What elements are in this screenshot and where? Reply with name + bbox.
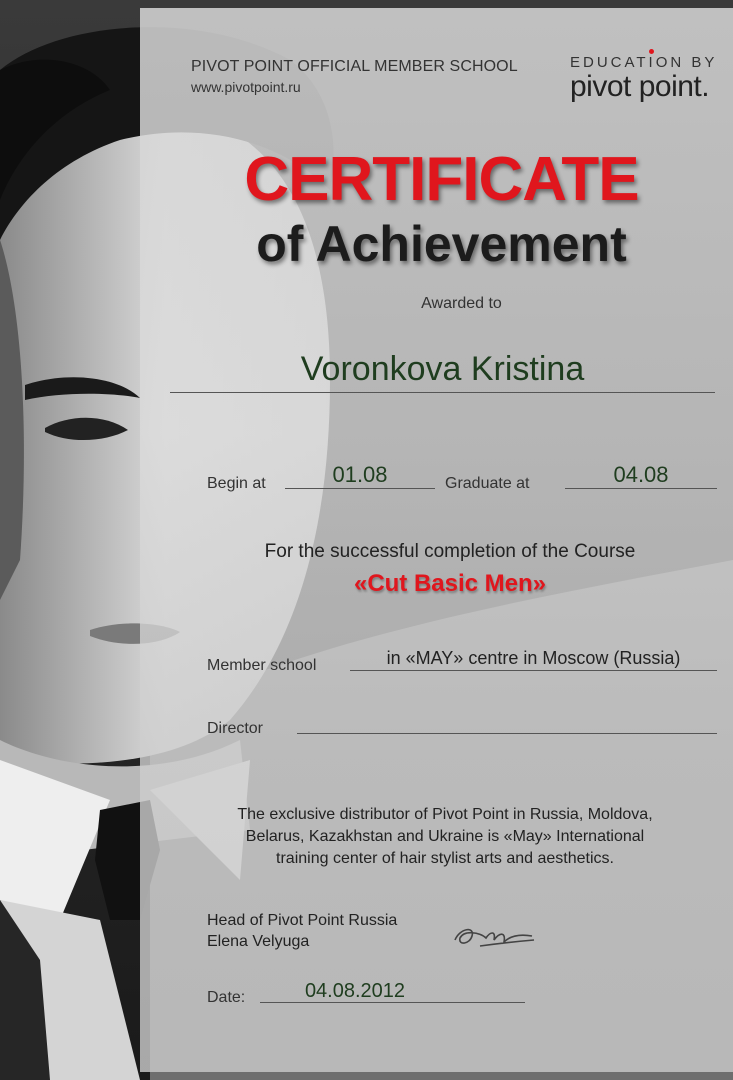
date-line: [260, 1002, 525, 1003]
recipient-name: Voronkova Kristina: [300, 350, 585, 388]
member-school-label: Member school: [207, 657, 317, 674]
school-url: www.pivotpoint.ru: [191, 79, 301, 95]
recipient-line: [170, 392, 715, 393]
certificate-title: CERTIFICATE: [244, 145, 639, 214]
director-line: [297, 733, 717, 734]
awarded-to-label: Awarded to: [421, 295, 502, 312]
education-by-label: EDUCATION BY: [570, 54, 718, 71]
head-title: Head of Pivot Point Russia: [207, 912, 398, 929]
course-name: «Cut Basic Men»: [353, 570, 547, 597]
director-label: Director: [207, 720, 264, 737]
member-school-heading: PIVOT POINT OFFICIAL MEMBER SCHOOL: [191, 58, 518, 75]
brand-logo-text: pivot point.: [570, 70, 710, 103]
handwritten-signature-icon: [450, 918, 540, 958]
brand-red-dot-icon: [649, 49, 654, 54]
distributor-line-3: training center of hair stylist arts and aesthetics.: [276, 850, 614, 867]
begin-label: Begin at: [207, 475, 266, 492]
date-label: Date:: [207, 989, 246, 1006]
head-signature-block: [207, 910, 397, 952]
distributor-line-1: The exclusive distributor of Pivot Point in Russia, Moldova,: [237, 806, 653, 823]
course-intro: For the successful completion of the Course: [264, 541, 636, 562]
distributor-line-2: Belarus, Kazakhstan and Ukraine is «May» International: [245, 828, 645, 845]
graduate-label: Graduate at: [445, 475, 530, 492]
graduate-line: [565, 488, 717, 489]
member-school-line: [350, 670, 717, 671]
distributor-note: [150, 804, 733, 870]
member-school-value: in «MAY» centre in Moscow (Russia): [386, 648, 681, 668]
date-value: 04.08.2012: [304, 980, 406, 1002]
head-name: Elena Velyuga: [207, 933, 310, 950]
begin-value: 01.08: [332, 462, 388, 487]
certificate-subtitle: of Achievement: [256, 216, 627, 272]
graduate-value: 04.08: [613, 462, 669, 487]
begin-line: [285, 488, 435, 489]
